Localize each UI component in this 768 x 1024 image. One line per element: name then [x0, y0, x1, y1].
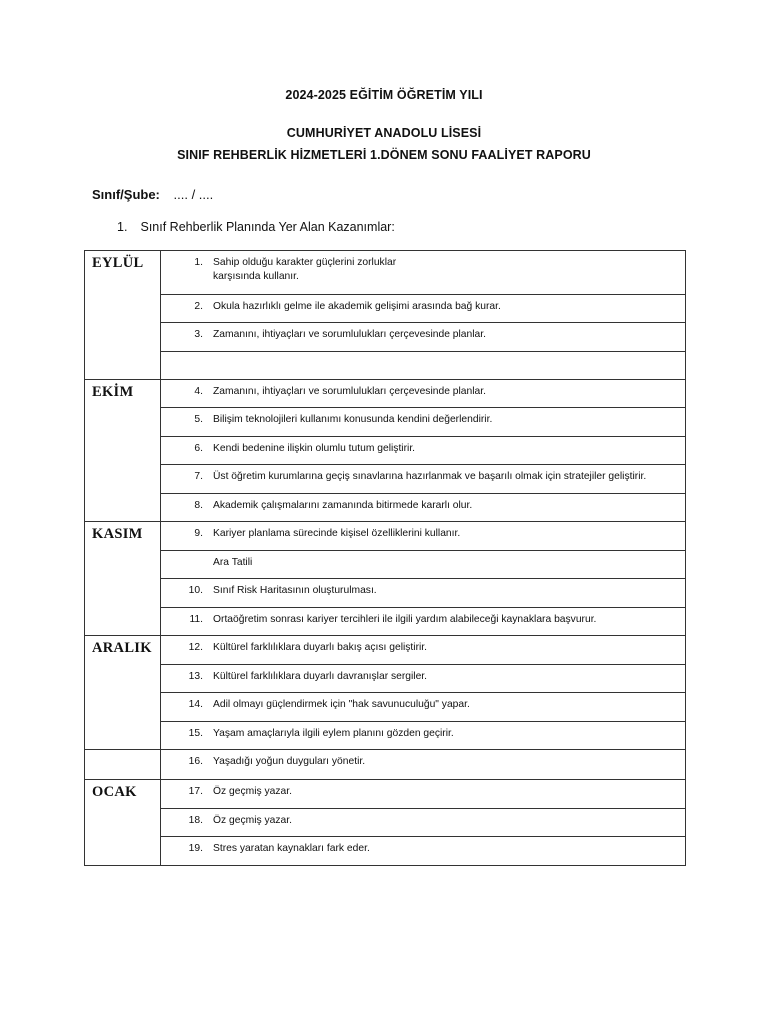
month-ocak: OCAK: [85, 780, 161, 866]
section-number: 1.: [117, 220, 128, 234]
item-number: 12.: [188, 642, 203, 653]
item-number: 11.: [189, 614, 203, 625]
table-row: [85, 837, 686, 866]
item-text: Stres yaratan kaynakları fark eder.: [213, 843, 370, 854]
table-row: [85, 295, 686, 323]
table-row: [85, 437, 686, 465]
table-cell: [161, 251, 686, 295]
month-eylul: EYLÜL: [85, 251, 161, 380]
month-kasim: KASIM: [85, 522, 161, 636]
table-row: [85, 408, 686, 437]
table-cell: [161, 437, 686, 465]
item-number: 10.: [188, 585, 203, 596]
table-cell: [161, 780, 686, 809]
item-number: 14.: [188, 699, 203, 710]
item-number: 13.: [188, 671, 203, 682]
item-text: Yaşadığı yoğun duyguları yönetir.: [213, 756, 366, 767]
table-row: [85, 809, 686, 837]
item-number: 16.: [188, 756, 203, 767]
table-cell: [161, 837, 686, 866]
table-row: [85, 608, 686, 636]
table-cell: [161, 465, 686, 494]
item-number: 7.: [194, 471, 203, 482]
table-row: [85, 750, 686, 780]
item-text: Akademik çalışmalarını zamanında bitirmede kararlı olur.: [213, 500, 473, 511]
table-row: [85, 722, 686, 750]
table-row: [85, 380, 686, 408]
table-row: [85, 352, 686, 380]
table-row: [85, 465, 686, 494]
item-text: Sahip olduğu karakter güçlerini zorluklar karşısında kullanır.: [213, 257, 397, 282]
class-section-label: Sınıf/Şube:: [92, 187, 160, 202]
item-text: Üst öğretim kurumlarına geçiş sınavlarına hazırlanmak ve başarılı olmak için stratejiler geliştirir.: [213, 471, 647, 482]
table-cell: [161, 408, 686, 437]
item-number: 19.: [188, 843, 203, 854]
table-row: [85, 636, 686, 665]
table-cell: [161, 323, 686, 352]
table-row: [85, 579, 686, 608]
table-cell: [161, 636, 686, 665]
table-cell: [161, 551, 686, 579]
month-ekim: EKİM: [85, 380, 161, 522]
item-text: Sınıf Risk Haritasının oluşturulması.: [213, 585, 377, 596]
break-label: Ara Tatili: [213, 557, 253, 568]
item-number: 18.: [188, 815, 203, 826]
table-row: [85, 780, 686, 809]
table-cell: [161, 809, 686, 837]
table-cell: [161, 608, 686, 636]
item-text: Kültürel farklılıklara duyarlı bakış açısı geliştirir.: [213, 642, 428, 653]
table-row: [85, 323, 686, 352]
item-number: 8.: [194, 500, 203, 511]
item-text: Kendi bedenine ilişkin olumlu tutum geliştirir.: [213, 443, 416, 454]
table-cell: [161, 579, 686, 608]
class-section-value[interactable]: .... / ....: [173, 187, 214, 202]
item-number: 2.: [194, 301, 203, 312]
item-text: Kültürel farklılıklara duyarlı davranışlar sergiler.: [213, 671, 428, 682]
section-heading: [117, 220, 395, 234]
item-number: 3.: [194, 329, 203, 340]
table-cell: [161, 522, 686, 551]
item-number: 6.: [194, 443, 203, 454]
table-row: [85, 251, 686, 295]
item-text: Kariyer planlama sürecinde kişisel özelliklerini kullanır.: [213, 528, 461, 539]
table-cell: [161, 750, 686, 780]
table-cell: [161, 722, 686, 750]
table-row: [85, 494, 686, 522]
table-row: [85, 551, 686, 579]
year-heading: 2024-2025 EĞİTİM ÖĞRETİM YILI: [285, 88, 483, 102]
table-row: [85, 665, 686, 693]
item-number: 1.: [194, 257, 203, 268]
school-name: CUMHURİYET ANADOLU LİSESİ: [286, 126, 482, 140]
empty-cell: [161, 352, 686, 380]
class-section-line: [92, 187, 213, 202]
month-empty: [85, 750, 161, 780]
table-row: [85, 522, 686, 551]
table-cell: [161, 380, 686, 408]
item-text: Öz geçmiş yazar.: [213, 815, 292, 826]
table-cell: [161, 494, 686, 522]
item-text: Zamanını, ihtiyaçları ve sorumlulukları çerçevesinde planlar.: [213, 329, 486, 340]
item-number: 5.: [194, 414, 203, 425]
item-text: Ortaöğretim sonrası kariyer tercihleri ile ilgili yardım alabileceği kaynaklara başvurur.: [213, 614, 597, 625]
table-cell: [161, 665, 686, 693]
item-text: Bilişim teknolojileri kullanımı konusunda kendini değerlendirir.: [213, 414, 493, 425]
item-text: Yaşam amaçlarıyla ilgili eylem planını gözden geçirir.: [213, 728, 454, 739]
table-row: [85, 693, 686, 722]
item-text: Öz geçmiş yazar.: [213, 786, 292, 797]
item-text: Zamanını, ihtiyaçları ve sorumlulukları çerçevesinde planlar.: [213, 386, 486, 397]
item-text: Okula hazırlıklı gelme ile akademik gelişimi arasında bağ kurar.: [213, 301, 501, 312]
item-number: 9.: [194, 528, 203, 539]
table-cell: [161, 693, 686, 722]
item-number: 17.: [188, 786, 203, 797]
report-title: SINIF REHBERLİK HİZMETLERİ 1.DÖNEM SONU FAALİYET RAPORU: [177, 148, 591, 162]
section-title: Sınıf Rehberlik Planında Yer Alan Kazanımlar:: [140, 220, 395, 234]
table-cell: [161, 295, 686, 323]
item-number: 4.: [194, 386, 203, 397]
month-aralik: ARALIK: [85, 636, 161, 750]
item-number: 15.: [188, 728, 203, 739]
item-text: Adil olmayı güçlendirmek için "hak savunuculuğu" yapar.: [213, 699, 470, 710]
outcomes-table: [84, 250, 686, 866]
